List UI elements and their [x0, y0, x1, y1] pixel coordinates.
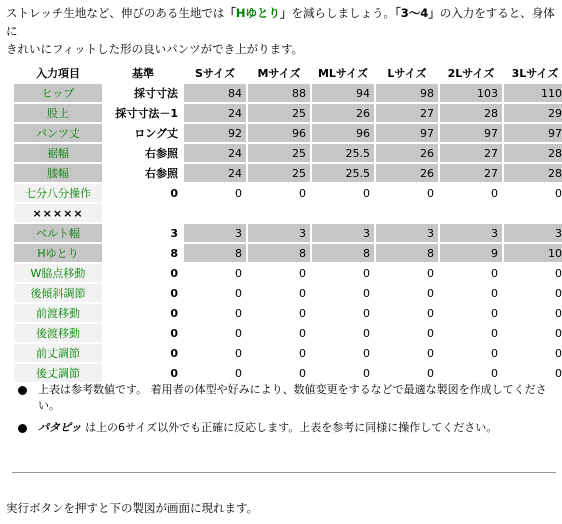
size-value: 0	[504, 184, 562, 202]
size-value: 97	[504, 124, 562, 142]
size-value: 0	[440, 304, 502, 322]
table-row	[14, 164, 562, 182]
size-value: 92	[184, 124, 246, 142]
row-label: ベルト幅	[14, 224, 102, 242]
size-value: 0	[376, 264, 438, 282]
size-value	[376, 204, 438, 222]
size-value: 0	[312, 184, 374, 202]
size-value: 0	[248, 324, 310, 342]
table-row	[14, 244, 562, 262]
table-row	[14, 224, 562, 242]
row-label: 股上	[14, 104, 102, 122]
notes	[14, 382, 556, 436]
table-body	[14, 84, 562, 382]
size-value: 0	[504, 264, 562, 282]
size-value: 24	[184, 144, 246, 162]
size-value: 0	[376, 304, 438, 322]
row-label: 前丈調節	[14, 344, 102, 362]
standard-value: 3	[104, 224, 182, 242]
table-row	[14, 204, 562, 222]
column-header: 2Lサイズ	[447, 67, 495, 80]
size-value: 0	[312, 304, 374, 322]
table-row	[14, 104, 562, 122]
row-label: 裾幅	[14, 144, 102, 162]
size-value: 0	[248, 344, 310, 362]
size-value: 27	[440, 144, 502, 162]
bullet-icon	[18, 424, 27, 433]
size-value: 25	[248, 144, 310, 162]
standard-value: 右参照	[104, 144, 182, 162]
size-value	[248, 204, 310, 222]
table-row	[14, 264, 562, 282]
row-label: 後渡移動	[14, 324, 102, 342]
standard-value: 0	[104, 264, 182, 282]
size-value: 25.5	[312, 164, 374, 182]
size-value: 0	[248, 264, 310, 282]
size-value: 88	[248, 84, 310, 102]
size-value: 94	[312, 84, 374, 102]
size-value: 8	[184, 244, 246, 262]
standard-value: 0	[104, 184, 182, 202]
note-2	[14, 420, 556, 436]
size-value: 28	[504, 144, 562, 162]
table-row	[14, 284, 562, 302]
table-row	[14, 364, 562, 382]
size-value	[440, 204, 502, 222]
row-label: 後丈調節	[14, 364, 102, 382]
header-row	[14, 64, 562, 82]
row-label: ×××××	[14, 204, 102, 222]
intro-text-c: の入力をすると、身体に	[6, 6, 555, 38]
standard-value: 採寸寸法	[104, 84, 182, 102]
size-value: 84	[184, 84, 246, 102]
size-value: 26	[376, 164, 438, 182]
standard-value: 0	[104, 324, 182, 342]
standard-value	[104, 204, 182, 222]
size-value: 0	[440, 264, 502, 282]
size-value: 103	[440, 84, 502, 102]
size-value: 96	[312, 124, 374, 142]
row-label: 後傾斜調節	[14, 284, 102, 302]
divider	[12, 472, 556, 473]
size-value: 3	[376, 224, 438, 242]
intro-text-a: ストレッチ生地など、伸びのある生地では	[6, 6, 225, 20]
size-value: 98	[376, 84, 438, 102]
size-value: 25	[248, 104, 310, 122]
size-value: 0	[376, 284, 438, 302]
table-row	[14, 124, 562, 142]
size-value: 3	[504, 224, 562, 242]
row-label: 七分八分操作	[14, 184, 102, 202]
size-value: 10	[504, 244, 562, 262]
intro-line-2: きれいにフィットした形の良いパンツができ上がります。	[6, 42, 304, 56]
size-value: 26	[376, 144, 438, 162]
size-value	[504, 204, 562, 222]
row-label: パンツ丈	[14, 124, 102, 142]
size-value: 29	[504, 104, 562, 122]
size-value: 27	[376, 104, 438, 122]
size-value: 0	[376, 344, 438, 362]
note-2-text: は上の6サイズ以外でも正確に反応します。上表を参考に同様に操作してください。	[85, 421, 498, 434]
size-value: 0	[440, 184, 502, 202]
column-header: 入力項目	[36, 67, 80, 80]
size-value: 0	[504, 324, 562, 342]
row-label: 前渡移動	[14, 304, 102, 322]
size-value	[312, 204, 374, 222]
size-value: 0	[184, 304, 246, 322]
size-value: 0	[440, 324, 502, 342]
standard-value: 8	[104, 244, 182, 262]
size-value: 0	[504, 304, 562, 322]
size-value: 0	[248, 284, 310, 302]
row-label: Hゆとり	[14, 244, 102, 262]
size-value: 97	[440, 124, 502, 142]
size-value: 0	[184, 364, 246, 382]
highlight-hyutori: Hゆとり	[235, 6, 281, 20]
size-value: 3	[440, 224, 502, 242]
size-value: 27	[440, 164, 502, 182]
table-row	[14, 184, 562, 202]
column-header: Sサイズ	[194, 67, 236, 80]
table-row	[14, 304, 562, 322]
table-row	[14, 344, 562, 362]
size-value: 24	[184, 164, 246, 182]
size-value: 0	[248, 364, 310, 382]
highlight-open-bracket: 「	[224, 6, 236, 20]
standard-value: 0	[104, 364, 182, 382]
size-value: 26	[312, 104, 374, 122]
size-value: 0	[504, 284, 562, 302]
row-label: 膝幅	[14, 164, 102, 182]
brand-name: パタピッ	[38, 421, 82, 434]
note-1	[14, 382, 556, 414]
size-value: 0	[312, 324, 374, 342]
standard-value: 0	[104, 284, 182, 302]
size-value	[184, 204, 246, 222]
size-value: 9	[440, 244, 502, 262]
size-value: 0	[184, 324, 246, 342]
bullet-icon	[18, 386, 27, 395]
intro-text-b: を減らしましょう。	[291, 6, 396, 20]
column-header: Mサイズ	[257, 67, 301, 80]
standard-value: ロング丈	[104, 124, 182, 142]
table-row	[14, 324, 562, 342]
row-label: W脇点移動	[14, 264, 102, 282]
size-value: 24	[184, 104, 246, 122]
size-value: 0	[376, 324, 438, 342]
size-value: 3	[248, 224, 310, 242]
row-label: ヒップ	[14, 84, 102, 102]
table-row	[14, 144, 562, 162]
table-row	[14, 84, 562, 102]
size-value: 25	[248, 164, 310, 182]
note-1-text: 上表は参考数値です。 着用者の体型や好みにより、数値変更をするなどで最適な製図を作成してください。	[38, 383, 547, 412]
size-value: 8	[248, 244, 310, 262]
size-value: 3	[184, 224, 246, 242]
footer-text: 実行ボタンを押すと下の製図が画面に現れます。	[6, 501, 259, 515]
size-value: 110	[504, 84, 562, 102]
size-value: 0	[312, 264, 374, 282]
standard-value: 採寸寸法－1	[104, 104, 182, 122]
size-value: 0	[184, 184, 246, 202]
size-value: 0	[184, 264, 246, 282]
size-value: 8	[312, 244, 374, 262]
intro-range: 「3～4」	[395, 6, 440, 20]
size-value: 0	[440, 344, 502, 362]
size-value: 3	[312, 224, 374, 242]
size-value: 0	[504, 364, 562, 382]
standard-value: 右参照	[104, 164, 182, 182]
standard-value: 0	[104, 344, 182, 362]
size-value: 0	[184, 284, 246, 302]
column-header: 基準	[132, 67, 154, 80]
column-header: MLサイズ	[317, 67, 369, 80]
size-value: 97	[376, 124, 438, 142]
size-table	[12, 62, 562, 384]
size-value: 0	[440, 364, 502, 382]
size-value: 0	[248, 184, 310, 202]
size-value: 0	[376, 364, 438, 382]
size-value: 28	[504, 164, 562, 182]
size-value: 0	[312, 284, 374, 302]
size-value: 8	[376, 244, 438, 262]
size-value: 96	[248, 124, 310, 142]
column-header: Lサイズ	[387, 67, 427, 80]
size-value: 0	[312, 364, 374, 382]
size-value: 25.5	[312, 144, 374, 162]
standard-value: 0	[104, 304, 182, 322]
column-header: 3Lサイズ	[511, 67, 559, 80]
highlight-close-bracket: 」	[280, 6, 292, 20]
intro-text	[6, 4, 556, 58]
size-value: 0	[376, 184, 438, 202]
size-value: 0	[184, 344, 246, 362]
intro-line-1	[6, 4, 556, 40]
size-value: 0	[312, 344, 374, 362]
size-value: 28	[440, 104, 502, 122]
size-value: 0	[248, 304, 310, 322]
size-value: 0	[440, 284, 502, 302]
size-value: 0	[504, 344, 562, 362]
